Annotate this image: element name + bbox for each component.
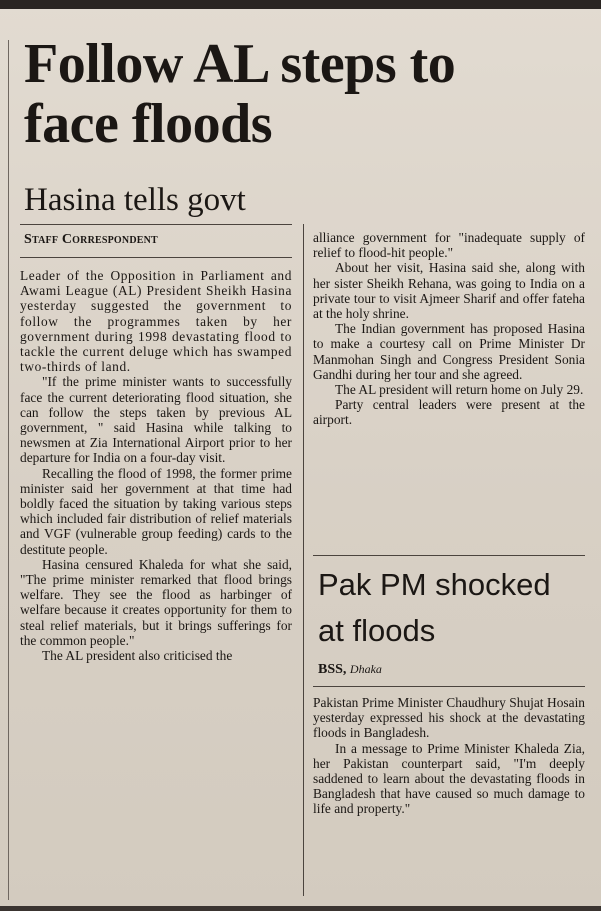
article2-headline-line2: at floods bbox=[318, 613, 436, 648]
article1-paragraph: Hasina censured Khaleda for what she said, "The prime minister remarked that flood brings welfare. They see the flood as harbinger of welfare because it creates opportunity for them to steal relief materials, but it brings sufferings for the common people." bbox=[20, 556, 292, 648]
article1-headline-line2: face floods bbox=[24, 93, 273, 155]
left-column-rule bbox=[8, 40, 9, 900]
article1-left-column bbox=[20, 268, 292, 663]
article1-paragraph: alliance government for "inadequate supply of relief to flood-hit people." bbox=[313, 230, 585, 261]
article1-paragraph: The AL president also criticised the bbox=[42, 648, 233, 664]
article1-right-column bbox=[313, 230, 585, 428]
article2-byline-agency: BSS, bbox=[318, 662, 347, 677]
article1-headline-line1: Follow AL steps to bbox=[24, 33, 456, 95]
article1-byline: Staff Correspondent bbox=[24, 232, 158, 247]
article2-paragraph: Pakistan Prime Minister Chaudhury Shujat Hosain yesterday expressed his shock at the devastating floods in Bangladesh. bbox=[313, 695, 585, 741]
article2-paragraph: In a message to Prime Minister Khaleda Zia, her Pakistan counterpart said, "I'm deeply saddened to learn about the devastating floods in Bangladesh that have caused so much damage to life and property." bbox=[313, 740, 585, 817]
byline-rule bbox=[20, 257, 292, 258]
article2-column bbox=[313, 695, 585, 817]
article2-byline-rule bbox=[313, 686, 585, 687]
article2-headline bbox=[318, 562, 551, 654]
article2-headline-line1: Pak PM shocked bbox=[318, 567, 551, 602]
article1-paragraph: About her visit, Hasina said she, along with her sister Sheikh Rehana, was going to India on a private tour to visit Ajmeer Sharif and offer fateha at the holy shrine. bbox=[313, 260, 585, 322]
article1-paragraph: "If the prime minister wants to successfully face the current deteriorating flood situation, she can follow the steps taken by previous AL government, " said Hasina while talking to newsmen at Zia International Airport prior to her departure for India on a four-day visit. bbox=[20, 374, 292, 466]
article1-paragraph: Leader of the Opposition in Parliament and Awami League (AL) President Sheikh Hasina yesterday suggested the government to follow the programmes taken by her government during 1998 devastating flood to tackle the current deluge which has swamped two-thirds of land. bbox=[20, 268, 292, 375]
article1-subheadline: Hasina tells govt bbox=[24, 182, 246, 218]
top-border bbox=[0, 0, 601, 9]
article1-paragraph: Recalling the flood of 1998, the former prime minister said her government at that time had boldly faced the situation by taking various steps which included fair distribution of relief materials and VGF (vulnerable group feeding) cards to the destitute people. bbox=[20, 465, 292, 557]
article1-headline bbox=[24, 34, 455, 154]
article1-paragraph: The Indian government has proposed Hasina to make a courtesy call on Prime Minister Dr Manmohan Singh and Congress President Sonia Gandhi during her tour and she agreed. bbox=[313, 321, 585, 382]
article2-byline bbox=[318, 662, 382, 678]
subhead-rule bbox=[20, 224, 292, 225]
column-divider bbox=[303, 224, 304, 896]
bottom-border bbox=[0, 906, 601, 911]
article1-paragraph: The AL president will return home on July 29. bbox=[335, 382, 584, 398]
article-separator bbox=[313, 555, 585, 556]
article1-paragraph: Party central leaders were present at the airport. bbox=[313, 397, 585, 428]
article2-byline-place: Dhaka bbox=[349, 662, 382, 676]
